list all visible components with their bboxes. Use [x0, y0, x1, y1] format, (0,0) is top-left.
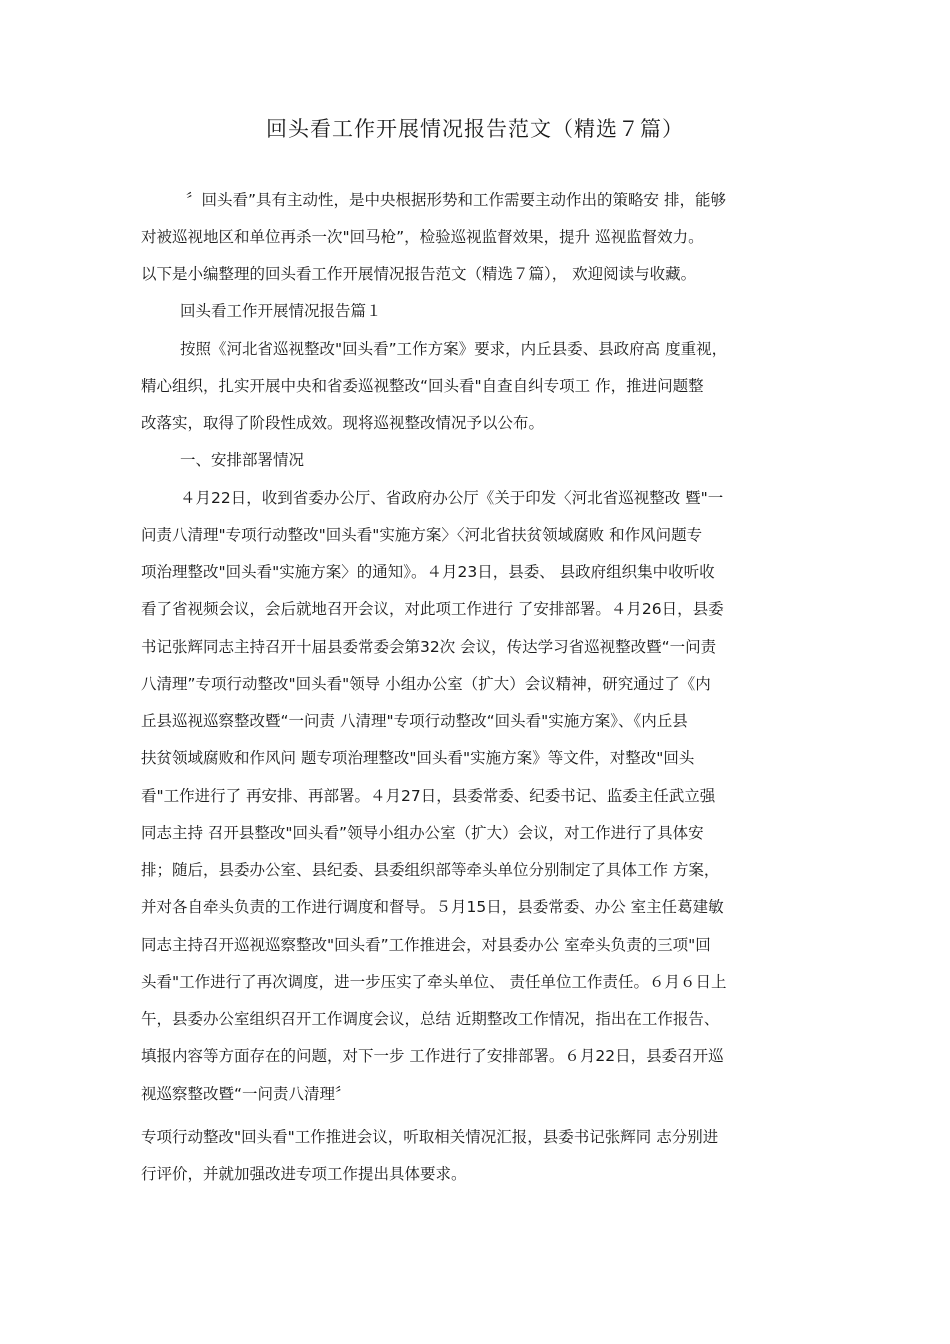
paragraph-line: 书记张辉同志主持召开十届县委常委会第32次 会议，传达学习省巡视整改暨“一问责	[141, 638, 717, 656]
paragraph-line: 看"工作进行了 再安排、再部署。４月27日，县委常委、纪委书记、监委主任武立强	[141, 787, 716, 805]
document-title: 回头看工作开展情况报告范文（精选７篇）	[266, 117, 684, 141]
paragraph-line: 专项行动整改"回头看"工作推进会议，听取相关情况汇报，县委书记张辉同 志分别进	[141, 1128, 719, 1146]
section-heading: 一、安排部署情况	[180, 451, 305, 469]
paragraph-line: 问责八清理"专项行动整改"回头看"实施方案〉〈河北省扶贫领域腐败 和作风问题专	[141, 526, 703, 544]
paragraph-line: 填报内容等方面存在的问题，对下一步 工作进行了安排部署。６月22日，县委召开巡	[141, 1047, 724, 1065]
paragraph-line: 精心组织，扎实开展中央和省委巡视整改“回头看"自查自纠专项工 作，推进问题整	[141, 377, 704, 395]
paragraph-line: 丘县巡视巡察整改暨“一问责 八清理"专项行动整改“回头看"实施方案》、《内丘县	[141, 712, 688, 730]
paragraph-line: 对被巡视地区和单位再杀一次"回马枪”，检验巡视监督效果，提升 巡视监督效力。	[141, 228, 704, 246]
paragraph-line: 视巡察整改暨“一问责八清理〞	[141, 1085, 351, 1103]
paragraph-line: 并对各自牵头负责的工作进行调度和督导。５月15日，县委常委、办公 室主任葛建敏	[141, 898, 724, 916]
paragraph-line: 看了省视频会议，会后就地召开会议，对此项工作进行 了安排部署。４月26日，县委	[141, 600, 724, 618]
paragraph-line: 以下是小编整理的回头看工作开展情况报告范文（精选７篇）， 欢迎阅读与收藏。	[141, 265, 697, 283]
paragraph-line: 项治理整改"回头看"实施方案〉的通知》。４月23日，县委、 县政府组织集中收听收	[141, 563, 715, 581]
paragraph-line: 按照《河北省巡视整改"回头看”工作方案》要求，内丘县委、县政府高 度重视，	[180, 340, 728, 358]
paragraph-line: 〞回头看”具有主动性，是中央根据形势和工作需要主动作出的策略安 排，能够	[186, 191, 726, 209]
section-heading: 回头看工作开展情况报告篇１	[180, 302, 382, 320]
paragraph-line: 午，县委办公室组织召开工作调度会议，总结 近期整改工作情况，指出在工作报告、	[141, 1010, 720, 1028]
paragraph-line: 扶贫领域腐败和作风问 题专项治理整改"回头看"实施方案》等文件，对整改"回头	[141, 749, 695, 767]
paragraph-line: 同志主持 召开县整改"回头看”领导小组办公室（扩大）会议，对工作进行了具体安	[141, 824, 704, 842]
paragraph-line: 同志主持召开巡视巡察整改"回头看”工作推进会，对县委办公 室牵头负责的三项"回	[141, 936, 711, 954]
paragraph-line: ４月22日，收到省委办公厅、省政府办公厅《关于印发〈河北省巡视整改 暨"一	[180, 489, 724, 507]
paragraph-line: 行评价，并就加强改进专项工作提出具体要求。	[141, 1165, 467, 1183]
paragraph-line: 排；随后，县委办公室、县纪委、县委组织部等牵头单位分别制定了具体工作 方案，	[141, 861, 720, 879]
paragraph-line: 八清理”专项行动整改"回头看"领导 小组办公室（扩大）会议精神，研究通过了《内	[141, 675, 711, 693]
paragraph-line: 头看"工作进行了再次调度，进一步压实了牵头单位、 责任单位工作责任。６月６日上	[141, 973, 727, 991]
paragraph-line: 改落实，取得了阶段性成效。现将巡视整改情况予以公布。	[141, 414, 545, 432]
